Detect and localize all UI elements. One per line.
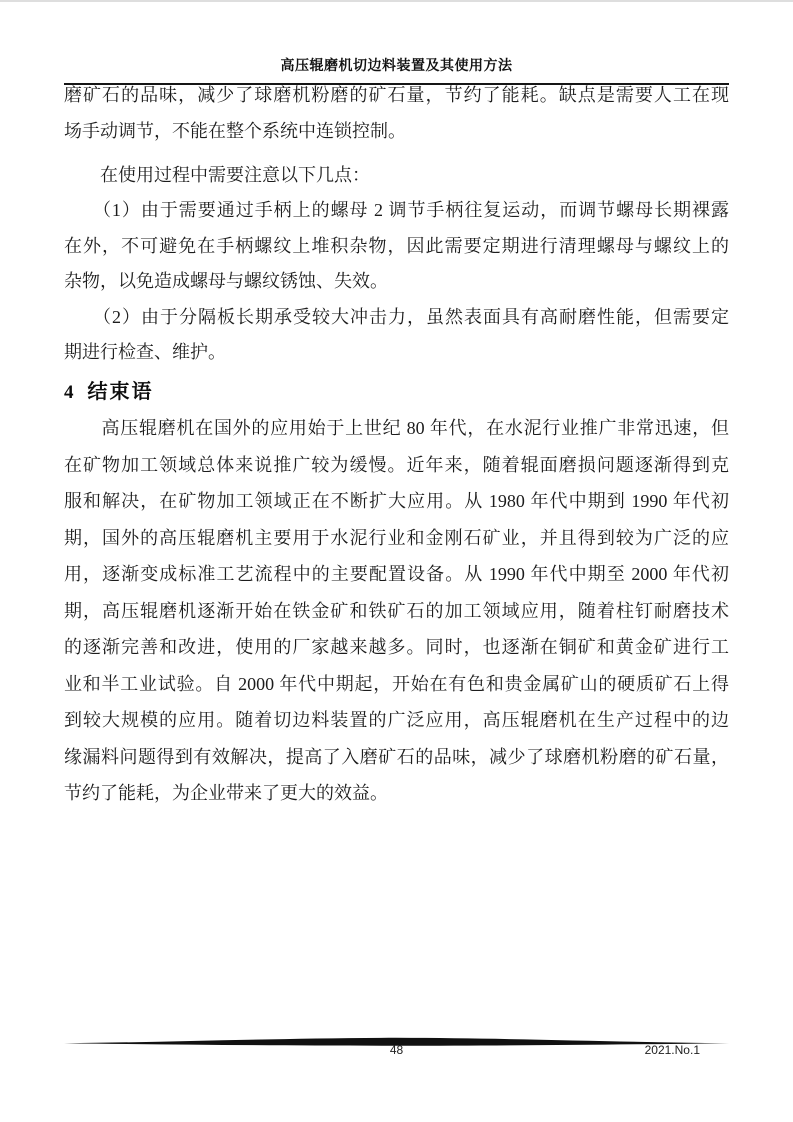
section-number: 4 [64, 382, 74, 403]
body-line: 在外，不可避免在手柄螺纹上堆积杂物，因此需要定期进行清理螺母与螺纹上的 [64, 235, 729, 256]
body-line: 磨矿石的品味，减少了球磨机粉磨的矿石量，节约了能耗。缺点是需要人工在现 [64, 85, 729, 105]
body-line: 业和半工业试验。自 2000 年代中期起，开始在有色和贵金属矿山的硬质矿石上得 [64, 673, 729, 694]
body-line: 杂物，以免造成螺母与螺纹锈蚀、失效。 [64, 271, 388, 291]
body-line: 缘漏料问题得到有效解决，提高了入磨矿石的品味，减少了球磨机粉磨的矿石量， [64, 746, 729, 767]
body-line: 期，高压辊磨机逐渐开始在铁金矿和铁矿石的加工领域应用，随着柱钉耐磨技术 [64, 600, 729, 621]
body-line: 场手动调节，不能在整个系统中连锁控制。 [64, 120, 406, 141]
section-title: 结束语 [87, 381, 154, 403]
body-line: 到较大规模的应用。随着切边料装置的广泛应用，高压辊磨机在生产过程中的边 [64, 710, 729, 730]
body-line: 服和解决，在矿物加工领域正在不断扩大应用。从 1980 年代中期到 1990 年代初 [64, 491, 729, 511]
body-line: 期进行检查、维护。 [64, 342, 226, 362]
body-section-usage-notes [64, 78, 729, 371]
body-line: 在矿物加工领域总体来说推广较为缓慢。近年来，随着辊面磨损问题逐渐得到克 [64, 454, 729, 475]
footer-page-number: 48 [389, 1043, 404, 1057]
body-line: 在使用过程中需要注意以下几点： [64, 164, 370, 185]
body-section-conclusion [64, 410, 729, 812]
running-header-title: 高压辊磨机切边料装置及其使用方法 [280, 59, 513, 74]
body-line: （2）由于分隔板长期承受较大冲击力，虽然表面具有高耐磨性能，但需要定 [64, 306, 729, 327]
body-line: 节约了能耗，为企业带来了更大的效益。 [64, 783, 388, 803]
footer-issue-label: 2021.No.1 [644, 1043, 700, 1057]
section-heading-conclusion [64, 372, 729, 412]
page-top-edge [0, 0, 793, 2]
body-line: 的逐渐完善和改进，使用的厂家越来越多。同时，也逐渐在铜矿和黄金矿进行工 [64, 637, 729, 657]
body-line: 高压辊磨机在国外的应用始于上世纪 80 年代，在水泥行业推广非常迅速，但 [64, 418, 729, 438]
body-line: 期，国外的高压辊磨机主要用于水泥行业和金刚石矿业，并且得到较为广泛的应 [64, 527, 729, 548]
body-line: 用，逐渐变成标准工艺流程中的主要配置设备。从 1990 年代中期至 2000 年代初 [64, 564, 729, 584]
body-line: （1）由于需要通过手柄上的螺母 2 调节手柄往复运动，而调节螺母长期裸露 [64, 200, 729, 220]
